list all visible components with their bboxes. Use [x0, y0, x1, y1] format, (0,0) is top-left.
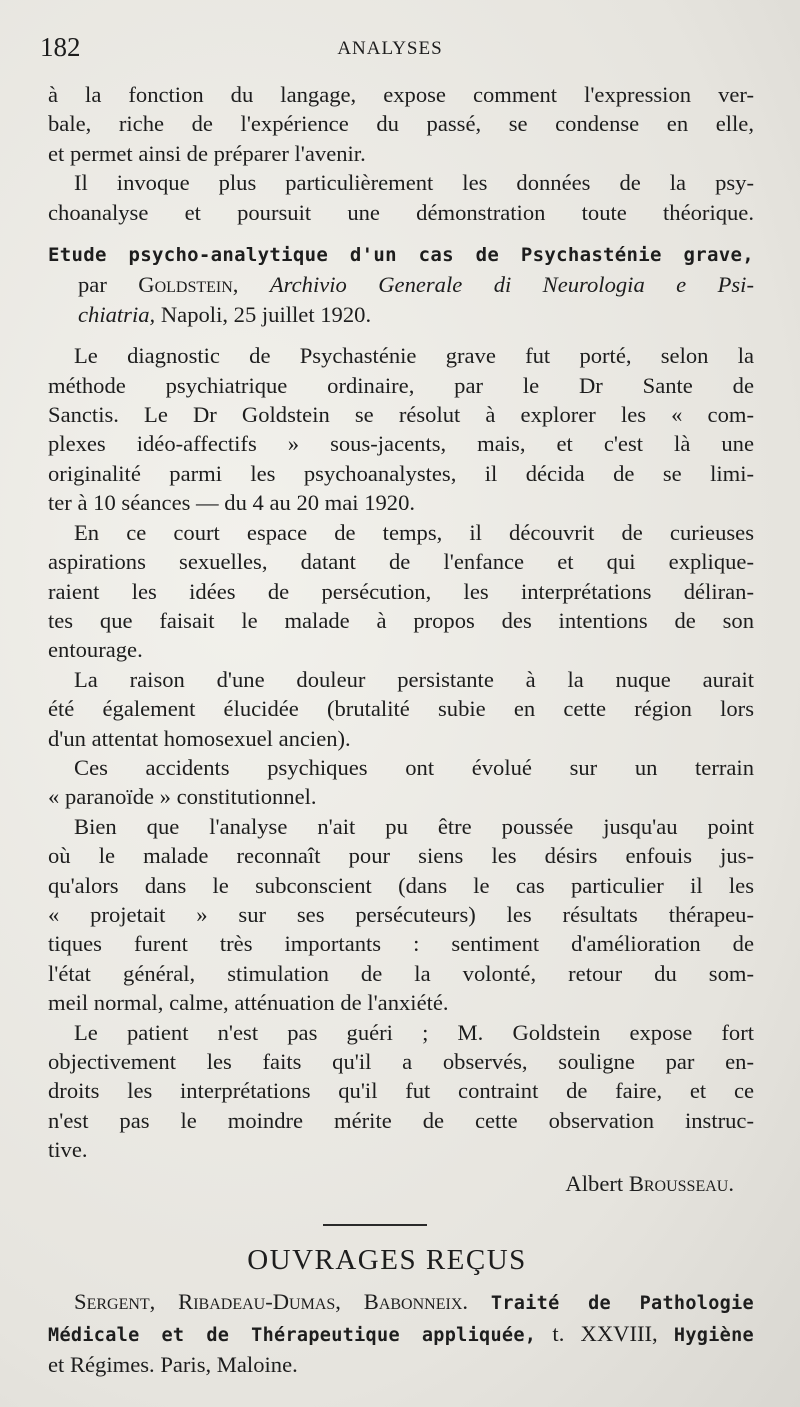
text-line	[48, 1287, 754, 1318]
text-line: l'état général, stimulation de la volonté, retour du som-	[48, 960, 754, 986]
text-line: et Régimes. Paris, Maloine.	[48, 1352, 298, 1378]
entry-title: Traité de Pathologie	[490, 1293, 754, 1315]
entry-volume: t. XXVIII,	[552, 1320, 658, 1346]
text-line: raient les idées de persécution, les interprétations déliran-	[48, 578, 754, 604]
review-paragraph	[48, 812, 754, 1018]
page-header	[40, 32, 740, 72]
text-line: tive.	[48, 1137, 88, 1163]
text-line: n'est pas le moindre mérite de cette observation instruc-	[48, 1107, 754, 1133]
section-divider	[323, 1224, 427, 1226]
review-journal: Archivio Generale di Neurologia e Psi-	[269, 272, 754, 298]
text-line: Le patient n'est pas guéri ; M. Goldstein expose fort	[74, 1019, 754, 1045]
text-line: objectivement les faits qu'il a observés, souligne par en-	[48, 1049, 754, 1074]
signature-last-name: Brousseau.	[628, 1170, 734, 1196]
text-line: et permet ainsi de préparer l'avenir.	[48, 140, 366, 166]
review-paragraph	[48, 341, 754, 517]
text-line: La raison d'une douleur persistante à la nuque aurait	[74, 666, 754, 692]
text-line: méthode psychiatrique ordinaire, par le Dr Sante de	[48, 372, 754, 398]
text-line: meil normal, calme, atténuation de l'anxiété.	[48, 990, 449, 1016]
text-line: droits les interprétations qu'il fut contraint de faire, et ce	[48, 1078, 754, 1104]
text-line: qu'alors dans le subconscient (dans le cas particulier il les	[48, 872, 754, 898]
previous-review-tail	[48, 80, 754, 227]
text-line: plexes idéo-affectifs » sous-jacents, mais, et c'est là une	[48, 431, 754, 457]
entry-authors: Sergent, Ribadeau-Dumas, Babonneix.	[74, 1289, 469, 1315]
text-line: « projetait » sur ses persécuteurs) les résultats thérapeu-	[48, 901, 754, 927]
text-line: été également élucidée (brutalité subie en cette région lors	[48, 696, 754, 722]
byline-prefix: par	[78, 272, 107, 298]
section-title: OUVRAGES REÇUS	[247, 1244, 527, 1277]
reviewer-signature	[48, 1169, 754, 1198]
entry-title-cont: Médicale et de Thérapeutique appliquée,	[48, 1324, 537, 1346]
text-line: d'un attentat homosexuel ancien).	[48, 725, 351, 751]
text-line: Le diagnostic de Psychasténie grave fut porté, selon la	[74, 343, 754, 369]
text-line: « paranoïde » constitutionnel.	[48, 784, 317, 810]
review-paragraph	[48, 753, 754, 812]
text-line: bale, riche de l'expérience du passé, se condense en elle,	[48, 111, 754, 137]
review-paragraph	[48, 518, 754, 665]
received-work-entry	[48, 1287, 754, 1379]
text-line: tes que faisait le malade à propos des intentions de son	[48, 607, 754, 633]
page-body	[48, 80, 754, 1380]
text-line: où le malade reconnaît pour siens les désirs enfouis jus-	[48, 843, 754, 869]
review-source	[48, 300, 754, 329]
review-author: Goldstein,	[138, 272, 239, 298]
review-heading	[48, 241, 754, 329]
review-place-date: Napoli, 25 juillet 1920.	[160, 301, 372, 327]
text-line	[48, 1319, 754, 1350]
text-line: originalité parmi les psychoanalystes, il décida de se limi-	[48, 460, 754, 486]
text-line: ter à 10 séances — du 4 au 20 mai 1920.	[48, 490, 416, 516]
review-paragraph	[48, 1018, 754, 1165]
review-byline	[48, 270, 754, 299]
text-line: à la fonction du langage, expose comment l'expression ver-	[48, 82, 754, 107]
text-line: Ces accidents psychiques ont évolué sur un terrain	[74, 754, 754, 780]
entry-title-tail: Hygiène	[673, 1324, 754, 1346]
review-paragraph	[48, 665, 754, 753]
review-journal-cont: chiatria,	[78, 301, 156, 327]
text-line: choanalyse et poursuit une démonstration toute théorique.	[48, 199, 754, 225]
text-line: Sanctis. Le Dr Goldstein se résolut à explorer les « com-	[48, 402, 754, 428]
review-title: Etude psycho-analytique d'un cas de Psychasténie grave,	[48, 244, 754, 267]
running-title: ANALYSES	[337, 38, 443, 59]
signature-first-name: Albert	[565, 1170, 624, 1196]
text-line: Il invoque plus particulièrement les données de la psy-	[74, 170, 754, 196]
text-line: aspirations sexuelles, datant de l'enfance et qui explique-	[48, 549, 754, 575]
text-line: entourage.	[48, 637, 143, 663]
page-number: 182	[40, 32, 81, 62]
text-line: En ce court espace de temps, il découvrit de curieuses	[74, 519, 754, 545]
text-line: Bien que l'analyse n'ait pu être poussée jusqu'au point	[74, 813, 754, 839]
text-line: tiques furent très importants : sentiment d'amélioration de	[48, 931, 754, 957]
